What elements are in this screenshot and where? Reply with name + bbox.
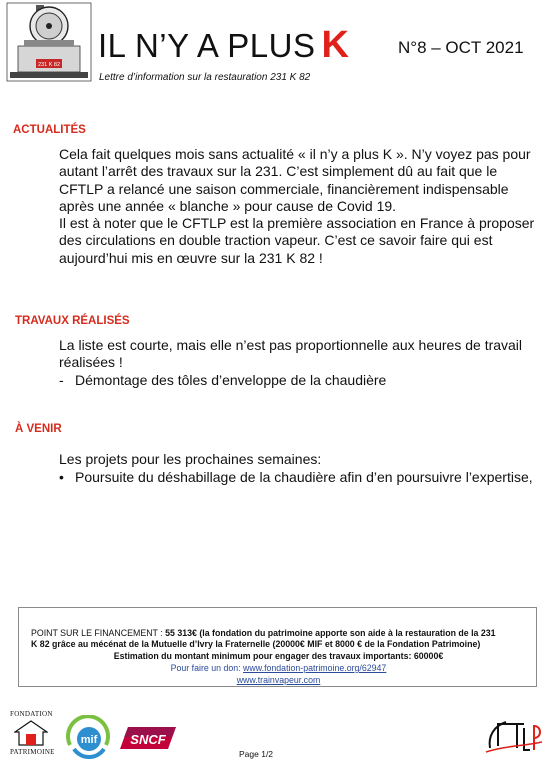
- section-heading-avenir: À VENIR: [15, 423, 62, 435]
- avenir-item-text: Poursuite du déshabillage de la chaudière afin d’en poursuivre l’expertise,: [75, 469, 533, 485]
- bullet-marker: •: [59, 469, 64, 485]
- funding-line-2: K 82 grâce au mécénat de la Mutuelle d’Ivry la Fraternelle (20000€ MIF et 8000 € de la Fondation Patrimoine): [31, 639, 481, 649]
- mif-logo: [66, 715, 112, 759]
- fp-logo-top-text: FONDATION: [10, 710, 53, 718]
- funding-line-1: [31, 628, 496, 639]
- travaux-list-item: [59, 372, 529, 389]
- mif-logo-text: mif: [80, 734, 98, 746]
- funding-estimate: Estimation du montant minimum pour engager des travaux importants: 60000€: [113, 651, 444, 661]
- donate-line: [19, 663, 538, 674]
- funding-line1-rest: (la fondation du patrimoine apporte son aide à la restauration de la 231: [196, 628, 496, 638]
- dash-marker: -: [59, 372, 64, 388]
- title-main: IL N’Y A PLUS: [98, 27, 316, 64]
- travaux-paragraph: La liste est courte, mais elle n’est pas proportionnelle aux heures de travail réalisées !: [59, 337, 523, 371]
- title-k: K: [321, 24, 350, 66]
- actualites-paragraph: Cela fait quelques mois sans actualité « il n’y a plus K ». N’y voyez pas pour autant l’arrêt des travaux sur la 231. C’est simplement dû au fait que le CFTLP a relancé une saison commerciale, financièrement indispensable après une année « blanche » pour cause de Covid 19. Il est à noter que le CFTLP est la première association en France à proposer des circulations en double traction vapeur. C’est ce savoir faire qui est aujourd’hui mis en œuvre sur la 231 K 82 !: [59, 146, 535, 266]
- travaux-item-text: Démontage des tôles d’enveloppe de la chaudière: [75, 372, 387, 388]
- funding-amount: 55 313€: [165, 628, 197, 638]
- section-heading-actualites: ACTUALITÉS: [13, 124, 86, 136]
- avenir-list-item: [59, 469, 539, 486]
- cftlp-logo: [484, 716, 544, 756]
- donate-link[interactable]: www.fondation-patrimoine.org/62947: [243, 663, 387, 673]
- fondation-patrimoine-logo: [10, 706, 64, 764]
- newsletter-subtitle: Lettre d’information sur la restauration 231 K 82: [99, 72, 311, 83]
- funding-box: [18, 607, 537, 687]
- locomotive-logo: [6, 2, 92, 82]
- donate-label: Pour faire un don:: [170, 663, 244, 673]
- page-number: Page 1/2: [239, 749, 274, 759]
- cftlp-logo-text: CFTLP: [514, 755, 518, 756]
- site-link[interactable]: www.trainvapeur.com: [236, 675, 321, 685]
- section-heading-travaux: TRAVAUX RÉALISÉS: [15, 315, 130, 327]
- funding-label: POINT SUR LE FINANCEMENT :: [31, 628, 166, 638]
- loco-plate-text: 231 K 82: [37, 62, 61, 68]
- avenir-paragraph: Les projets pour les prochaines semaines:: [59, 451, 322, 467]
- sncf-logo: [118, 723, 178, 753]
- site-line: [19, 675, 538, 686]
- sncf-logo-text: SNCF: [130, 732, 166, 747]
- fp-house-icon: [14, 720, 48, 746]
- issue-number: N°8 – OCT 2021: [398, 38, 524, 57]
- fp-logo-bottom-text: PATRIMOINE: [10, 748, 55, 756]
- newsletter-title: [98, 24, 349, 67]
